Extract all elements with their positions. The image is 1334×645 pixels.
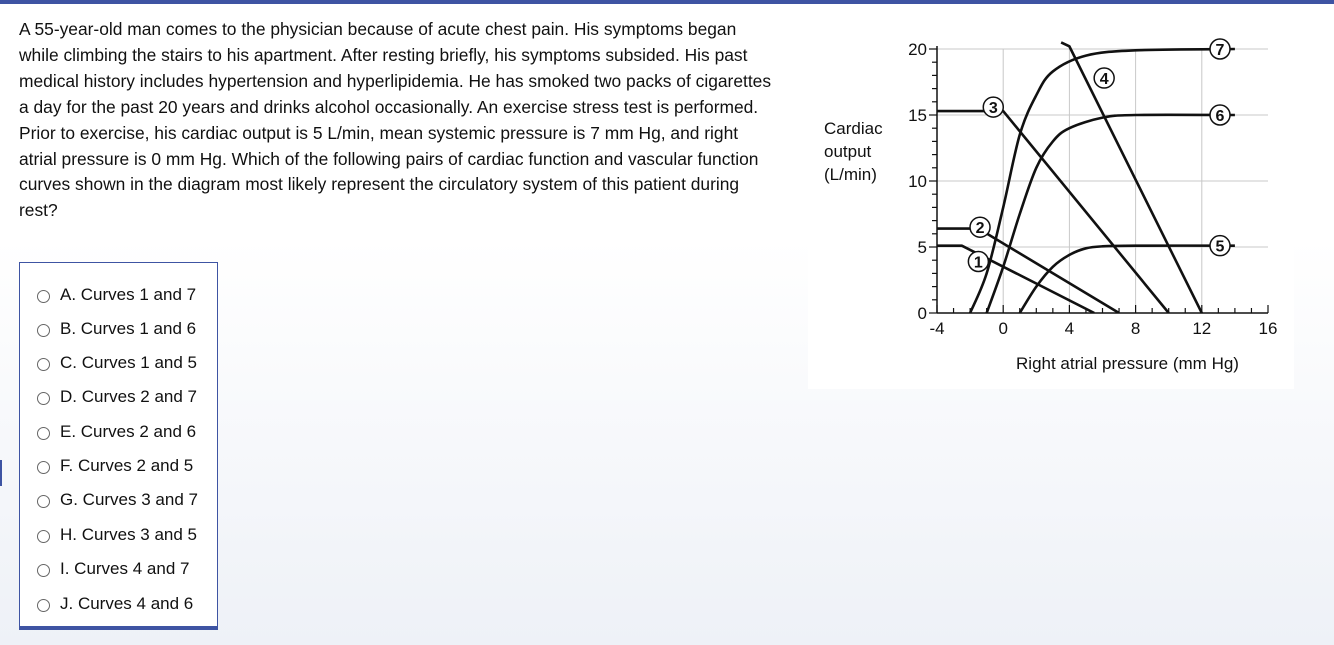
radio-j[interactable] [37,599,50,612]
x-tick-label: 16 [1258,319,1278,338]
option-h[interactable] [20,519,218,549]
x-tick-label: 4 [1064,319,1075,338]
curve-5 [1020,246,1235,313]
x-axis-label: Right atrial pressure (mm Hg) [1016,354,1239,373]
curve-label-5: 5 [1215,238,1225,256]
radio-b[interactable] [37,324,50,337]
y-axis-label-line: Cardiac [824,119,883,138]
option-h-label: H. Curves 3 and 5 [60,525,198,544]
curve-label-6: 6 [1215,108,1225,125]
y-tick-label: 15 [908,106,927,125]
curve-label-3: 3 [988,100,998,118]
radio-c[interactable] [37,358,50,371]
x-tick-label: 0 [998,319,1008,338]
figure-panel [808,22,1294,389]
y-tick-label: 0 [917,304,927,323]
curve-1 [937,246,1094,313]
y-axis-label-line: (L/min) [824,165,877,184]
answer-options [19,262,218,630]
option-g-label: G. Curves 3 and 7 [60,490,198,509]
option-c-label: C. Curves 1 and 5 [60,353,198,372]
question-text: A 55-year-old man comes to the physician because of acute chest pain. His symptoms began while climbing the stairs to his apartment. After resting briefly, his symptoms subsided. His past medical history includes hypertension and hyperlipidemia. He has smoked two packs of cigarettes a day for the past 20 years and drinks alcohol occasionally. An exercise stress test is performed. Prior to exercise, his cardiac output is 5 L/min, mean systemic pressure is 7 mm Hg, and right atrial pressure is 0 mm Hg. Which of the following pairs of cardiac function and vascular function curves shown in the diagram most likely represent the circulatory system of this patient during rest? [19,19,772,221]
option-j[interactable] [20,588,218,618]
x-tick-label: 12 [1192,319,1212,338]
option-a[interactable] [20,279,218,309]
radio-f[interactable] [37,461,50,474]
radio-h[interactable] [37,530,50,543]
radio-d[interactable] [37,392,50,405]
top-accent-bar [0,0,1334,4]
curve-label-2: 2 [975,220,985,238]
x-tick-label: 8 [1130,319,1141,338]
option-i-label: I. Curves 4 and 7 [60,559,190,578]
option-b[interactable] [20,313,218,343]
x-tick-label: -4 [929,319,945,338]
radio-e[interactable] [37,427,50,440]
y-axis-label-line: output [824,142,872,161]
option-g[interactable] [20,484,218,514]
y-tick-label: 10 [908,172,927,191]
option-i[interactable] [20,553,218,583]
radio-i[interactable] [37,564,50,577]
curve-label-7: 7 [1215,42,1225,59]
radio-a[interactable] [37,290,50,303]
option-j-label: J. Curves 4 and 6 [60,594,194,613]
option-d[interactable] [20,381,218,411]
curve-4 [1061,42,1202,313]
left-edge-marker [0,460,2,486]
option-d-label: D. Curves 2 and 7 [60,387,198,406]
curve-label-1: 1 [973,254,983,272]
option-e-label: E. Curves 2 and 6 [60,422,197,441]
option-a-label: A. Curves 1 and 7 [60,285,197,304]
curve-label-4: 4 [1099,71,1109,89]
curve-6 [987,115,1235,313]
y-tick-label: 5 [917,238,927,257]
function-curves-chart [808,22,1294,389]
option-f[interactable] [20,450,218,480]
y-tick-label: 20 [908,40,927,59]
radio-g[interactable] [37,495,50,508]
option-b-label: B. Curves 1 and 6 [60,319,197,338]
option-e[interactable] [20,416,218,446]
option-c[interactable] [20,347,218,377]
option-f-label: F. Curves 2 and 5 [60,456,194,475]
